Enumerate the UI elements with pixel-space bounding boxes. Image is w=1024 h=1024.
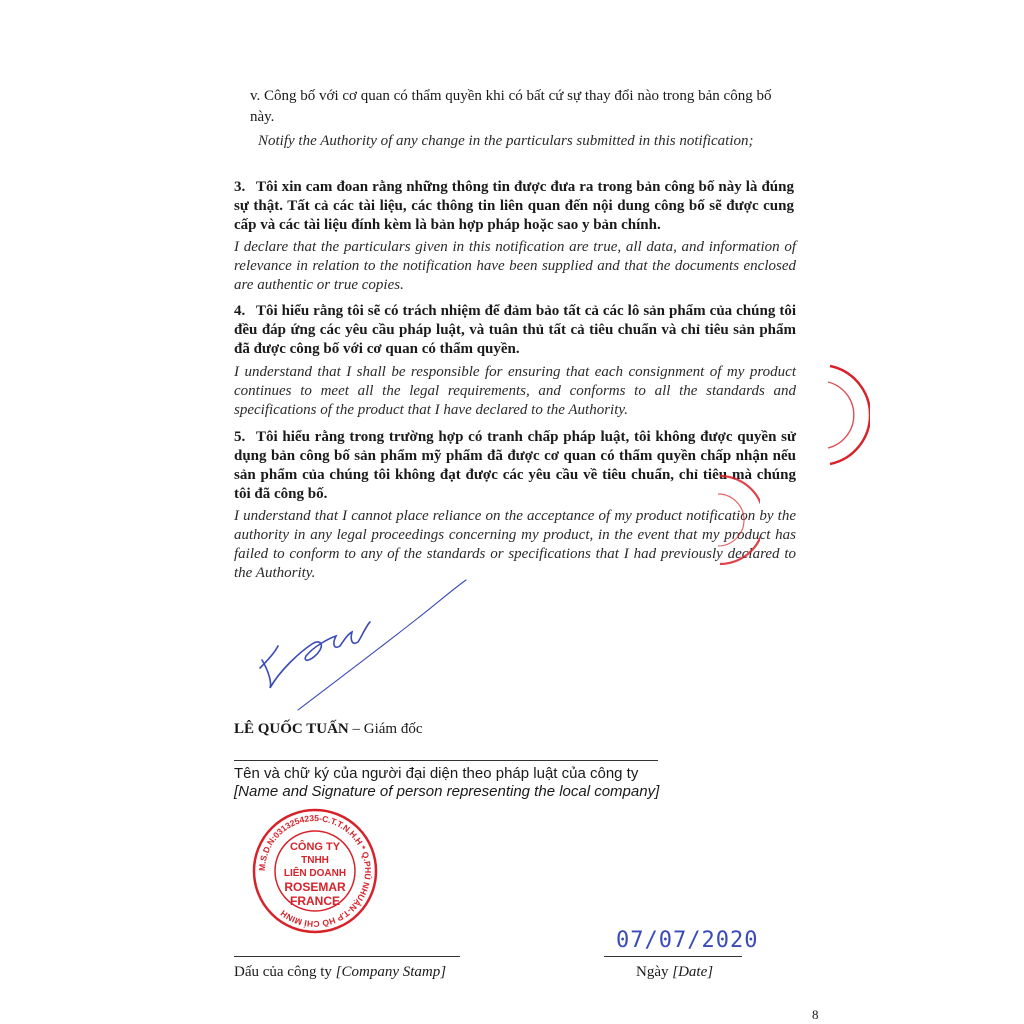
signature-line xyxy=(234,760,658,761)
signature-caption-en: [Name and Signature of person representing the local company] xyxy=(234,783,660,800)
date-value: 07/07/2020 xyxy=(616,928,759,953)
date-label xyxy=(636,962,713,982)
company-stamp xyxy=(250,806,380,936)
item-4-vi xyxy=(234,302,796,359)
stamp-line2: TNHH xyxy=(301,855,329,866)
item-4-en: I understand that I shall be responsible for ensuring that each consignment of my product continues to meet all the legal requirements, and conforms to all the standards and specifications of the product that I have declared to the Authority. xyxy=(234,364,796,418)
item-3-en: I declare that the particulars given in this notification are true, all data, and information of relevance in relation to the notification have been supplied and that the documents enclosed are authentic or true copies. xyxy=(234,239,796,293)
item-3-text: Tôi xin cam đoan rằng những thông tin được đưa ra trong bản công bố này là đúng sự thật. Tất cả các tài liệu, các thông tin liên quan đến nội dung công bố sẽ được cung cấp và các tài liệu đính kèm là bản hợp pháp hoặc sao y bản chính. xyxy=(234,179,794,233)
stamp-line4: ROSEMAR xyxy=(284,880,346,894)
partial-stamp-middle xyxy=(700,470,760,570)
handwritten-signature xyxy=(240,560,490,720)
signatory xyxy=(234,719,422,739)
item-3-number: 3. xyxy=(234,179,246,195)
signatory-title: – Giám đốc xyxy=(348,721,423,737)
item-v-en: Notify the Authority of any change in the particulars submitted in this notification; xyxy=(258,133,754,149)
date-label-en: [Date] xyxy=(672,964,714,980)
stamp-label-en: [Company Stamp] xyxy=(335,964,447,980)
signatory-name: LÊ QUỐC TUẤN xyxy=(234,721,349,737)
item-5-en: I understand that I cannot place reliance on the acceptance of my product notification by the authority in any legal proceedings concerning my product, in the event that my product has failed to conform to any of the standards or specifications that I had previously declared to the Authority. xyxy=(234,508,796,581)
item-3-vi xyxy=(234,178,794,235)
stamp-line xyxy=(234,956,460,957)
item-5-number: 5. xyxy=(234,429,246,445)
partial-stamp-right xyxy=(800,360,870,470)
item-4-text: Tôi hiểu rằng tôi sẽ có trách nhiệm để đảm bảo tất cả các lô sản phẩm của chúng tôi đều đáp ứng các yêu cầu pháp luật, và tuân thủ tất cả tiêu chuẩn và chỉ tiêu sản phẩm đã được công bố với cơ quan có thẩm quyền. xyxy=(234,303,796,357)
item-4-number: 4. xyxy=(234,303,246,319)
date-line xyxy=(604,956,742,957)
signature-caption-vi: Tên và chữ ký của người đại diện theo pháp luật của công ty xyxy=(234,765,639,782)
item-v-vi: v. Công bố với cơ quan có thẩm quyền khi có bất cứ sự thay đổi nào trong bản công bố này. xyxy=(250,88,772,125)
stamp-ring-text: M.S.D.N:0313254235-C.T.T.N.H.H * Q.PHÚ NHUẬN-T.P HỒ CHÍ MINH xyxy=(256,812,374,930)
item-5-text: Tôi hiểu rằng trong trường hợp có tranh chấp pháp luật, tôi không được quyền sử dụng bản công bố sản phẩm mỹ phẩm đã được cơ quan có thẩm quyền chấp nhận nếu sản phẩm của chúng tôi không đạt được các yêu cầu về tiêu chuẩn, chỉ tiêu mà chúng tôi đã công bố. xyxy=(234,429,796,502)
stamp-label xyxy=(234,962,446,982)
date-label-vi: Ngày xyxy=(636,964,673,980)
page-number: 8 xyxy=(812,1007,819,1022)
stamp-label-vi: Dấu của công ty xyxy=(234,964,336,980)
stamp-line3: LIÊN DOANH xyxy=(283,868,347,879)
stamp-line5: FRANCE xyxy=(290,894,340,908)
stamp-line1: CÔNG TY xyxy=(289,841,341,853)
